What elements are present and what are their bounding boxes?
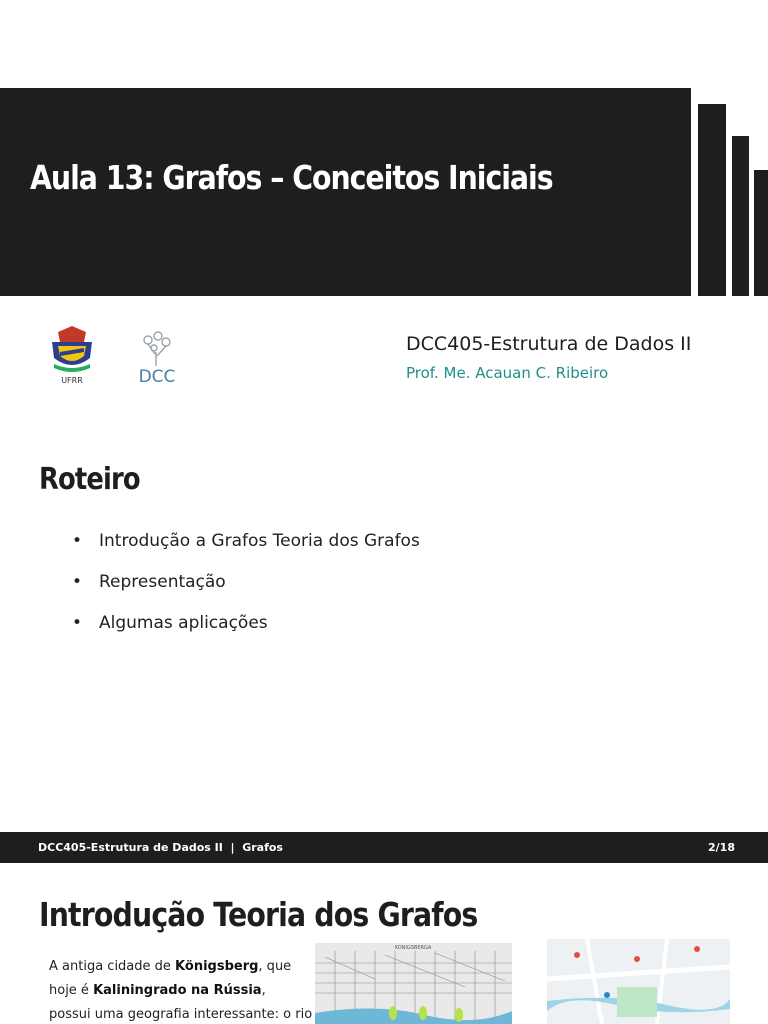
page-number: 2/18	[708, 841, 735, 854]
course-name: DCC405-Estrutura de Dados II	[406, 333, 692, 355]
slide-title: Aula 13: Grafos – Conceitos Iniciais	[30, 158, 553, 197]
ufrr-logo	[44, 322, 100, 386]
paragraph-line: possui uma geografia interessante: o rio	[49, 1007, 313, 1022]
dcc-logo-text: DCC	[138, 367, 176, 387]
bullet-icon: •	[72, 613, 83, 633]
paragraph-line: A antiga cidade de Königsberg, que	[49, 959, 292, 974]
agenda-item: • Representação	[72, 572, 226, 592]
decorative-bar	[698, 104, 726, 296]
decorative-bar	[754, 170, 768, 296]
section-title: Roteiro	[39, 462, 140, 497]
content-slide	[0, 863, 768, 1024]
slide-title: Introdução Teoria dos Grafos	[39, 895, 478, 934]
kaliningrad-modern-map	[547, 939, 730, 1024]
agenda-list	[72, 531, 420, 654]
bullet-icon: •	[72, 572, 83, 592]
agenda-item: • Algumas aplicações	[72, 613, 268, 633]
map-caption: KONIGSBERGA	[394, 945, 432, 951]
paragraph-line: hoje é Kaliningrado na Rússia,	[49, 983, 266, 998]
ufrr-logo-text: UFRR	[61, 376, 83, 385]
slide-footer	[0, 832, 768, 863]
bullet-icon: •	[72, 531, 83, 551]
agenda-item: • Introdução a Grafos Teoria dos Grafos	[72, 531, 420, 551]
dcc-logo	[126, 328, 188, 388]
konigsberg-historic-map	[315, 943, 512, 1024]
decorative-bar	[732, 136, 749, 296]
footer-course: DCC405-Estrutura de Dados II | Grafos	[38, 841, 283, 854]
professor-name: Prof. Me. Acauan C. Ribeiro	[406, 364, 609, 382]
intro-paragraph	[49, 955, 313, 1024]
